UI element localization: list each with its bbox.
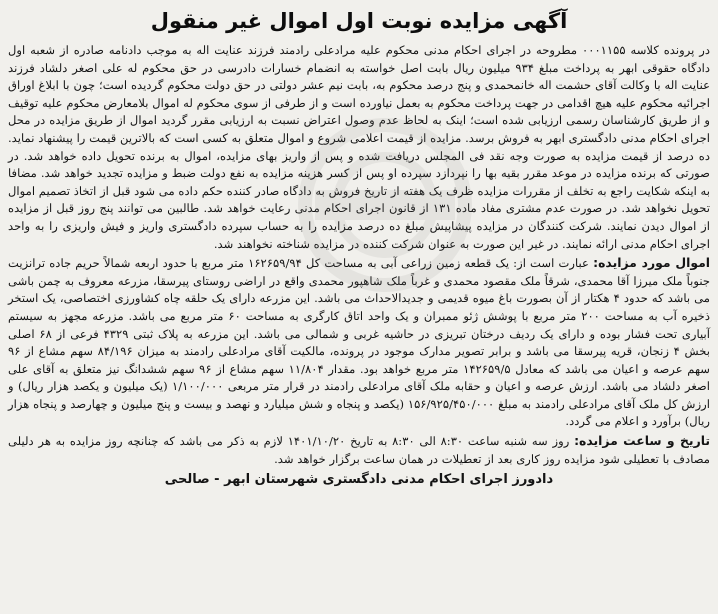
property-label: اموال مورد مزایده: [593,255,711,271]
property-text: عبارت است از: یک قطعه زمین زراعی آبی به مساحت کل ۱۶۲۶۵۹/۹۴ متر مربع با حدود اربعه شمالاً حریم جاده ترانزیت جنوباً ملک میرزا آقا محمدی، شرقاً ملک مقصود محمدی و غرباً ملک شاهپور محمدی واقع در اراضی روستای پیرسقا، مزرعه معروف به چمن باشی می باشد که حدود ۴ هکتار از آن بصورت باغ میوه قدیمی و جدیدالاحداث می باشد. این مزرعه دارای یک حلقه چاه کشاورزی اختصاصی، یک استخر ذخیره آب به مساحت ۲۰۰ متر مربع با پوشش ژئو ممبران و یک واحد اتاق کارگری به مساحت ۶۰ متر مربع می باشد. مزرعه مجهز به سیستم آبیاری تحت فشار بوده و دارای یک ردیف درختان تبریزی در حاشیه غربی و شمالی می باشد. این مزرعه به پلاک ثبتی ۴۳۲۹ فرعی از ۶۸ اصلی بخش ۴ زنجان، قریه پیرسقا می باشد و برابر تصویر مدارک موجود در پرونده، مالکیت آقای مرادعلی رادمند به میزان ۸۴/۱۹۶ سهم مشاع از ۹۶ سهم عرصه و اعیان می باشد که معادل ۱۴۲۶۵۹/۵ متر مربع خواهد بود. مقدار ۱۱/۸۰۴ سهم مشاع از ۹۶ سهم ششدانگ نیز متعلق به آقای علی اصغر دلشاد می باشد. ارزش عرصه و اعیان و حقابه ملک آقای مرادعلی رادمند در قرار متر مربعی ۱/۱۰۰/۰۰۰ (یک میلیون و یکصد هزار ریال) و ارزش کل ملک آقای مرادعلی رادمند به مبلغ ۱۵۶/۹۲۵/۴۵۰/۰۰۰ (یکصد و پنجاه و شش میلیارد و نهصد و بیست و پنج میلیون و چهارصد و پنجاه هزار ریال) برآورد و اعلام می گردد. [8,256,711,429]
datetime-text: روز سه شنبه ساعت ۸:۳۰ الی ۸:۳۰ به تاریخ ۱۴۰۱/۱۰/۲۰ لازم به ذکر می باشد که چنانچه روز مزایده به هر دلیلی مصادف با تعطیلی شود مزایده روز کاری بعد از تعطیلات در همان ساعت برگزار خواهد شد. [8,434,710,466]
property-paragraph [8,254,710,431]
signature-line: دادورز اجرای احکام مدنی دادگستری شهرستان ابهر - صالحی [164,472,554,488]
datetime-paragraph [8,432,710,468]
notice-title: آگهی مزایده نوبت اول اموال غیر منقول [150,9,568,33]
intro-paragraph: در پرونده کلاسه ۰۰۰۱۱۵۵ مطروحه در اجرای احکام مدنی محکوم علیه مرادعلی رادمند فرزند عنایت اله به موجب دادنامه صادره از شعبه اول دادگاه حقوقی ابهر به پرداخت مبلغ ۹۳۴ میلیون ریال بابت اصل خواسته به انضمام خسارات دادرسی در حق محکوم له علی اصغر دلشاد فرزند عنایت اله با وکالت آقای حشمت اله خانمحمدی و پنج درصد محکوم به، بابت نیم عشر دولتی در حق دولت محکوم گردیده است؛ چون با ابلاغ اوراق اجرائیه محکوم علیه هیچ اقدامی در جهت پرداخت محکوم به بعمل نیاورده است و از طرفی از سوی محکوم له اموال بلامعارض محکوم علیه توقیف و از طریق کارشناسان رسمی ارزیابی شده است؛ اینک به لحاظ عدم وصول اعتراض نسبت به ارزیابی مقرر گردید اموال از طریق مزایده در محل اجرای احکام مدنی دادگستری ابهر به فروش برسد. مزایده از قیمت اعلامی شروع و اموال متعلق به کسی است که بالاترین قیمت را پیشنهاد نماید. ده درصد از قیمت مزایده به صورت وجه نقد فی المجلس دریافت شده و پس از واریز بهای مزایده، اموال به برنده تحویل داده خواهد شد. در صورتی که برنده مزایده در موعد مقرر بقیه بها را نپردازد سپرده او پس از کسر هزینه مزایده به نفع دولت ضبط و مزایده تجدید خواهد شد. مضافا به اینکه شکایت راجع به تخلف از مقررات مزایده ظرف یک هفته از تاریخ فروش به دادگاه صادر کننده حکم داده می شود قبل از اتخاذ تصمیم اموال تحویل نخواهد شد. در صورت عدم مشتری مفاد ماده ۱۳۱ از قانون اجرای احکام مدنی رعایت خواهد شد. طالبین می توانند پنج روز قبل از مزایده از اموال دیدن نمایند. شرکت کنندگان در مزایده پیشاپیش مبلغ ده درصد مزایده را به حساب سپرده دادگستری واریز و فیش واریزی را به واحد اجرای احکام مدنی ارائه نمایند. در غیر این صورت به عنوان شرکت کننده در مزایده شناخته نخواهند شد. [8,43,711,251]
datetime-label: تاریخ و ساعت مزایده: [574,433,711,449]
